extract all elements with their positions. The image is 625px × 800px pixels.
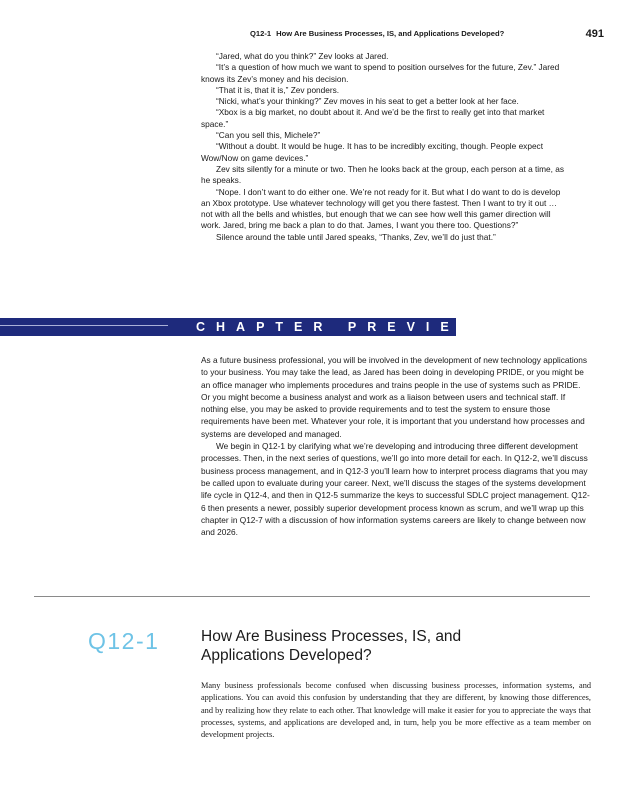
story-paragraph: “It’s a question of how much we want to spend to position ourselves for the future, Zev.” Jared knows its Zev’s money and his decision. [201,62,560,84]
story-paragraph: “Can you sell this, Michele?” [216,130,321,141]
preview-paragraph: We begin in Q12-1 by clarifying what we’re developing and introducing three different development processes. Then, in the next series of questions, we’ll go into more detail for each. In Q12-2, we’ll discuss business process management, and in Q12-3 you’ll learn how to interpret process diagrams that you may be called upon to evaluate during your career. Next, we’ll discuss the stages of the systems development life cycle in Q12-4, and then in Q12-5 summarize the keys to successful SDLC project management. Q12-6 then presents a newer, possibly superior development process known as scrum, and we’ll wrap up this chapter in Q12-7 with a discussion of how information systems careers are likely to change between now and 2026. [201,441,590,538]
preview-paragraph: As a future business professional, you will be involved in the development of new technology applications to your business. You may take the lead, as Jared has been doing in developing PRIDE, or you might be an office manager who implements procedures and trains people in the use of systems such as PRIDE. Or you might become a business analyst and work as a liaison between users and technical staff. If nothing else, you may be asked to provide requirements and to test the system to ensure those requirements have been met. Whatever your role, it is important that you understand how processes and systems are developed and managed. [201,355,588,439]
story-paragraph: “Xbox is a big market, no doubt about it. And we’d be the first to really get into that market space.” [201,107,545,129]
story-paragraph: “Nicki, what’s your thinking?” Zev moves in his seat to get a better look at her face. [216,96,519,107]
section-paragraph: Many business professionals become confused when discussing business processes, information systems, and applications. You can avoid this confusion by understanding that they are different, by knowing those differences, and by realizing how they relate to each other. That knowledge will make it easier for you to appreciate the ways that processes, systems, and applications are developed and, in turn, help you be more effective as a team member on development projects. [201,681,591,740]
section-number: Q12-1 [88,628,160,654]
running-header-question-tag: Q12-1 [250,29,272,38]
chapter-preview-title: CHAPTER PREVIEW [196,320,483,334]
chapter-preview-banner [0,318,483,336]
section-divider [34,596,590,597]
story-paragraph: “Nope. I don’t want to do either one. We’re not ready for it. But what I do want to do is develop an Xbox prototype. Use whatever technology will get you there fastest. Then I want to try it out … not with all the bells and whistles, but enough that we can see how well this gamer direction will work. Jared, bring me back a plan to do that. James, I want you there too. Questions?” [201,186,561,231]
running-header-title: How Are Business Processes, IS, and Applications Developed? [276,29,505,38]
story-paragraph: “Without a doubt. It would be huge. It has to be incredibly exciting, though. People expect Wow/Now on game devices.” [201,141,544,163]
page-number: 491 [585,28,604,40]
running-header [250,29,600,38]
story-paragraph: “Jared, what do you think?” Zev looks at Jared. [216,51,389,61]
banner-rule [0,325,168,326]
chapter-preview-text [201,354,591,538]
story-text [201,51,569,243]
story-paragraph: Silence around the table until Jared speaks, “Thanks, Zev, we’ll do just that.” [216,231,496,242]
story-paragraph: Zev sits silently for a minute or two. Then he looks back at the group, each person at a time, as he speaks. [201,163,565,186]
section-body [201,680,591,741]
section-heading: How Are Business Processes, IS, and Applications Developed? [201,628,462,664]
story-paragraph: “That it is, that it is,” Zev ponders. [216,84,340,95]
